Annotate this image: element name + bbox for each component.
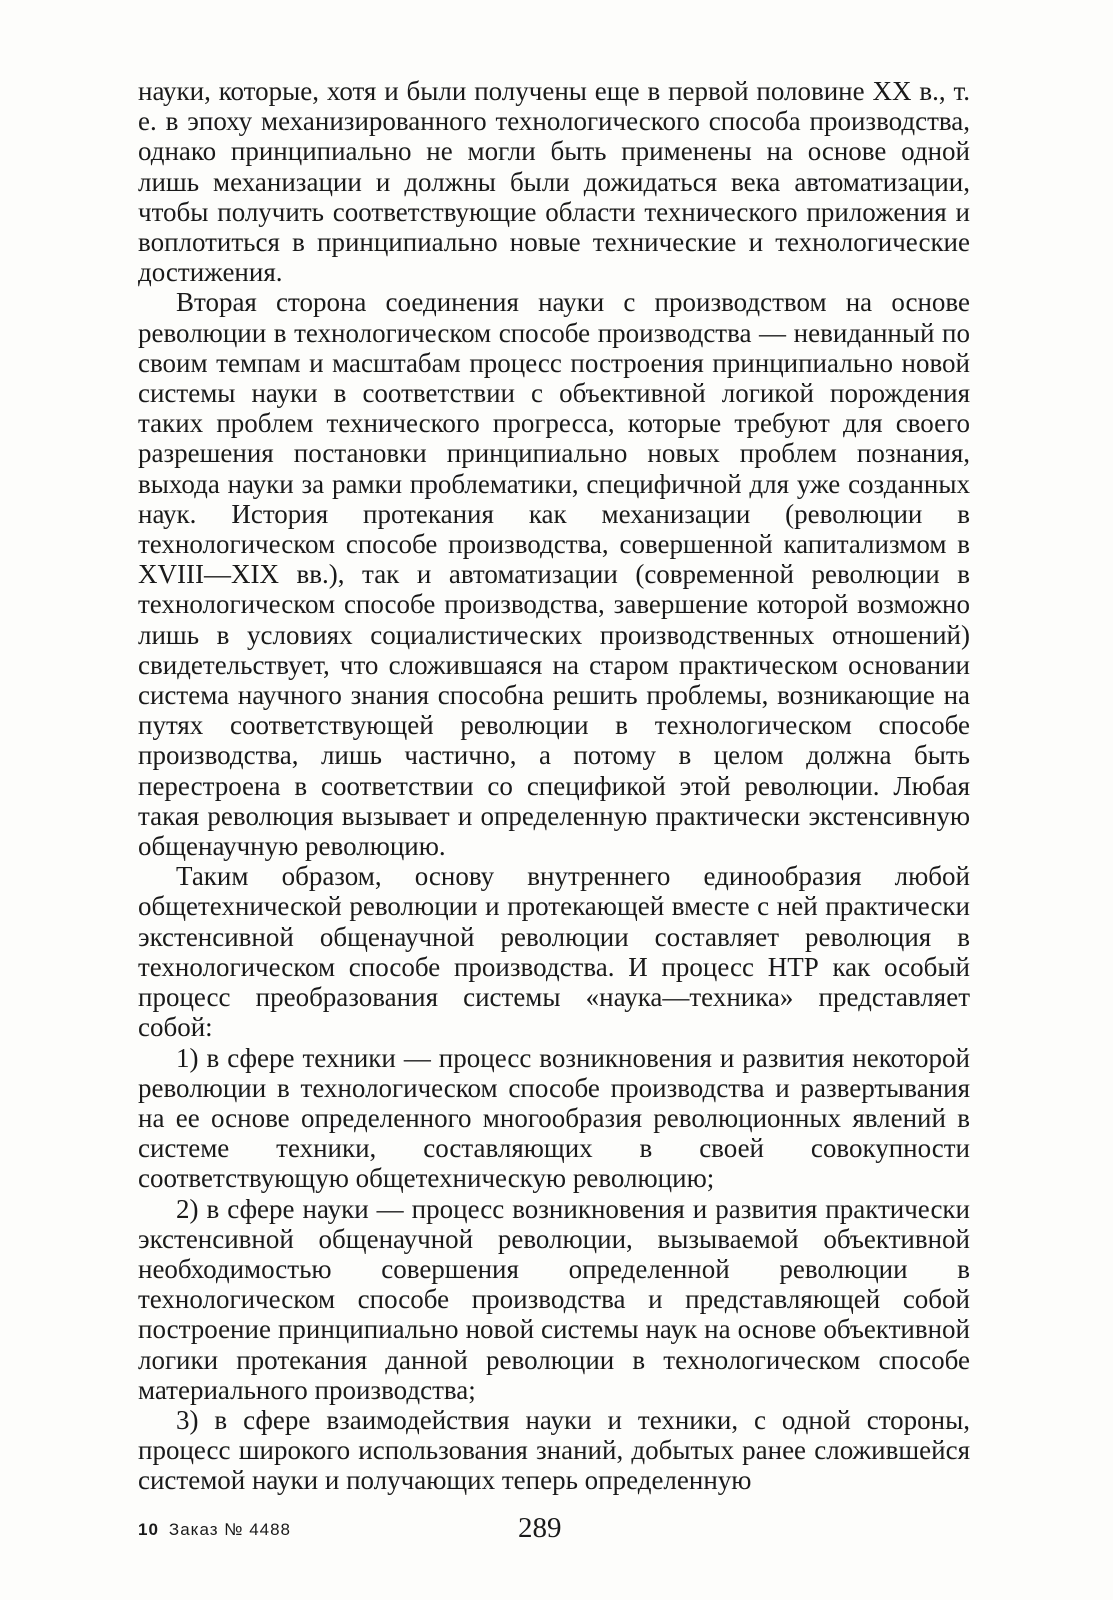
signature-number: 10 [138,1520,159,1539]
order-number: Заказ № 4488 [168,1520,292,1539]
page-footer [138,1512,970,1546]
paragraph-continuation: науки, которые, хотя и были получены еще в первой половине XX в., т. е. в эпоху механизированного технологического способа производства, однако принципиально не могли быть применены на основе одной лишь механизации и должны были дожидаться века автоматизации, чтобы получить соответствующие области технического приложения и воплотиться в принципиально новые технические и технологические достижения. [138,76,970,288]
list-item-paragraph: 2) в сфере науки — процесс возникновения и развития практически экстенсивной общенаучной революции, вызываемой объективной необходимостью совершения определенной революции в технологическом способе производства и представляющей собой построение принципиально новой системы наук на основе объективной логики протекания данной революции в технологическом способе материального производства; [138,1193,970,1405]
body-text [138,76,970,1496]
list-item-paragraph: 1) в сфере техники — процесс возникновения и развития некоторой революции в технологическом способе производства и развертывания на ее основе определенного многообразия революционных явлений в системе техники, составляющих в своей совокупности соответствующую общетехническую революцию; [138,1042,970,1194]
printer-signature [138,1520,291,1540]
list-item-paragraph: 3) в сфере взаимодействия науки и техники, с одной стороны, процесс широкого использования знаний, добытых ранее сложившейся системой науки и получающих теперь определенную [138,1404,970,1496]
paragraph: Таким образом, основу внутреннего единообразия любой общетехнической революции и протекающей вместе с ней практически экстенсивной общенаучной революции составляет революция в технологическом способе производства. И процесс НТР как особый процесс преобразования системы «наука—техника» представляет собой: [138,861,970,1043]
paragraph: Вторая сторона соединения науки с производством на основе революции в технологическом способе производства — невиданный по своим темпам и масштабам процесс построения принципиально новой системы науки в соответствии с объективной логикой порождения таких проблем технического прогресса, которые требуют для своего разрешения постановки принципиально новых проблем познания, выхода науки за рамки проблематики, специфичной для уже созданных наук. История протекания как механизации (революции в технологическом способе производства, совершенной капитализмом в XVIII—XIX вв.), так и автоматизации (современной революции в технологическом способе производства, завершение которой возможно лишь в условиях социалистических производственных отношений) свидетельствует, что сложившаяся на старом практическом основании система научного знания способна решить проблемы, возникающие на путях соответствующей революции в технологическом способе производства, лишь частично, а потому в целом должна быть перестроена в соответствии со спецификой этой революции. Любая такая революция вызывает и определенную практически экстенсивную общенаучную революцию. [138,287,970,862]
page-number: 289 [518,1512,562,1544]
